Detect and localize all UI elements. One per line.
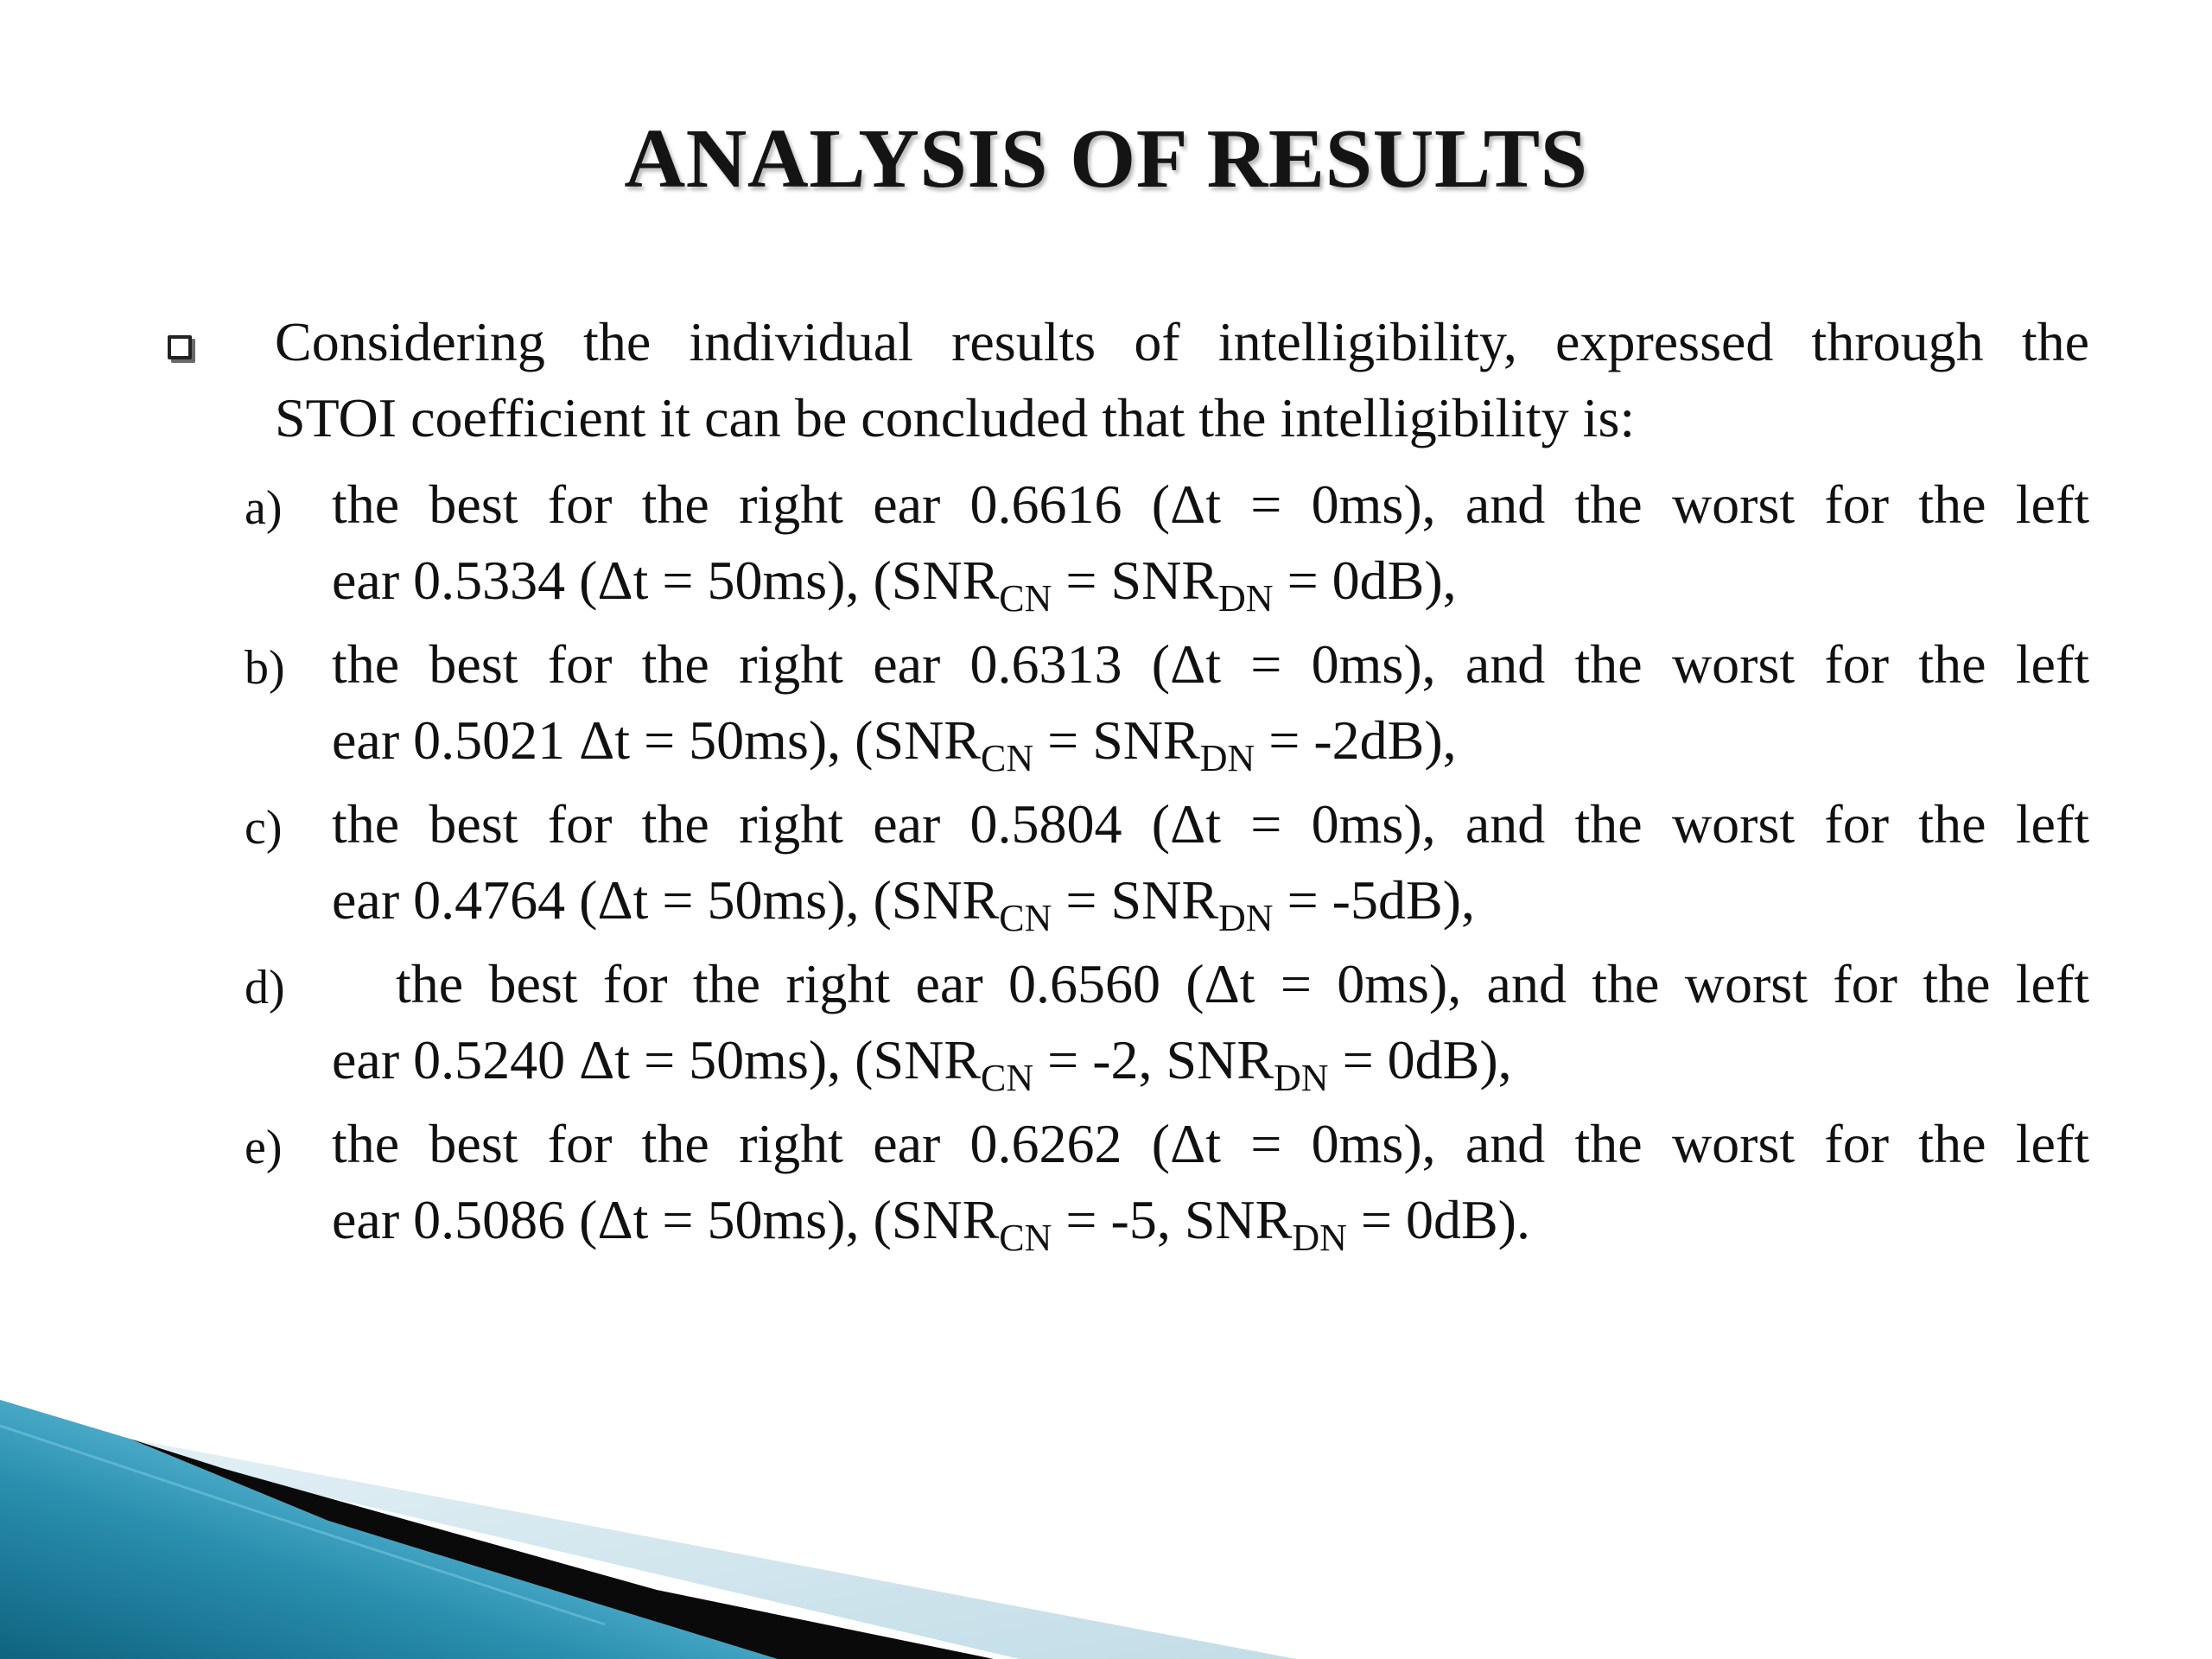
line2-post: = -5dB), xyxy=(1273,869,1475,931)
item-line-2 xyxy=(332,1022,2089,1098)
subscript-cn: CN xyxy=(980,737,1034,779)
light-band-shape xyxy=(130,1439,1296,1659)
line2-post: = 0dB), xyxy=(1328,1029,1512,1090)
intro-line-2: STOI coefficient it can be concluded that the intelligibility is: xyxy=(275,387,1636,448)
line2-pre: ear 0.5021 Δt = 50ms), (SNR xyxy=(332,709,981,771)
item-line-1: the best for the right ear 0.6262 (Δt = 0ms), and the worst for the left xyxy=(332,1113,2089,1174)
list-item-text xyxy=(332,626,2089,779)
line2-mid: = SNR xyxy=(1033,709,1200,771)
subscript-cn: CN xyxy=(999,897,1052,939)
subscript-cn: CN xyxy=(980,1057,1034,1099)
line2-mid: = -2, SNR xyxy=(1033,1029,1274,1090)
teal-wedge-shape xyxy=(0,1400,830,1659)
teal-highlight-line xyxy=(0,1426,605,1624)
list-marker: e) xyxy=(245,1121,283,1174)
item-line-1: the best for the right ear 0.6313 (Δt = 0ms), and the worst for the left xyxy=(332,633,2089,695)
slide-title: ANALYSIS OF RESULTS xyxy=(624,112,1588,206)
subscript-dn: DN xyxy=(1218,897,1274,939)
line2-pre: ear 0.5240 Δt = 50ms), (SNR xyxy=(332,1029,981,1090)
square-bullet-icon xyxy=(168,335,192,359)
line2-post: = 0dB). xyxy=(1346,1189,1530,1250)
line2-mid: = SNR xyxy=(1052,550,1218,611)
item-line-1: the best for the right ear 0.6560 (Δt = 0ms), and the worst for the left xyxy=(396,953,2089,1014)
intro-paragraph xyxy=(275,304,2089,456)
subscript-dn: DN xyxy=(1292,1217,1347,1259)
line2-pre: ear 0.5086 (Δt = 50ms), (SNR xyxy=(332,1189,1000,1250)
item-line-2 xyxy=(332,543,2089,619)
dark-swoosh-shape xyxy=(130,1439,994,1659)
item-line-1: the best for the right ear 0.6616 (Δt = 0ms), and the worst for the left xyxy=(332,474,2089,535)
item-line-2 xyxy=(332,862,2089,938)
line2-post: = 0dB), xyxy=(1273,550,1457,611)
item-line-1: the best for the right ear 0.5804 (Δt = 0ms), and the worst for the left xyxy=(332,793,2089,855)
subscript-cn: CN xyxy=(999,577,1052,620)
list-item-text xyxy=(332,786,2089,938)
subscript-dn: DN xyxy=(1274,1057,1329,1099)
item-line-2 xyxy=(332,702,2089,779)
list-marker: d) xyxy=(245,961,285,1014)
subscript-dn: DN xyxy=(1218,577,1274,620)
list-item-text xyxy=(332,467,2089,619)
intro-line-1: Considering the individual results of intelligibility, expressed through the xyxy=(275,311,2089,372)
line2-post: = -2dB), xyxy=(1255,709,1457,771)
subscript-dn: DN xyxy=(1199,737,1255,779)
list-item-text xyxy=(332,946,2089,1098)
line2-pre: ear 0.4764 (Δt = 50ms), (SNR xyxy=(332,869,1000,931)
list-marker: a) xyxy=(245,481,283,535)
line2-mid: = -5, SNR xyxy=(1052,1189,1293,1250)
line2-mid: = SNR xyxy=(1052,869,1218,931)
line2-pre: ear 0.5334 (Δt = 50ms), (SNR xyxy=(332,550,1000,611)
subscript-cn: CN xyxy=(999,1217,1052,1259)
list-item-text xyxy=(332,1106,2089,1258)
list-marker: c) xyxy=(245,801,283,855)
item-line-2 xyxy=(332,1182,2089,1258)
list-marker: b) xyxy=(245,641,285,695)
